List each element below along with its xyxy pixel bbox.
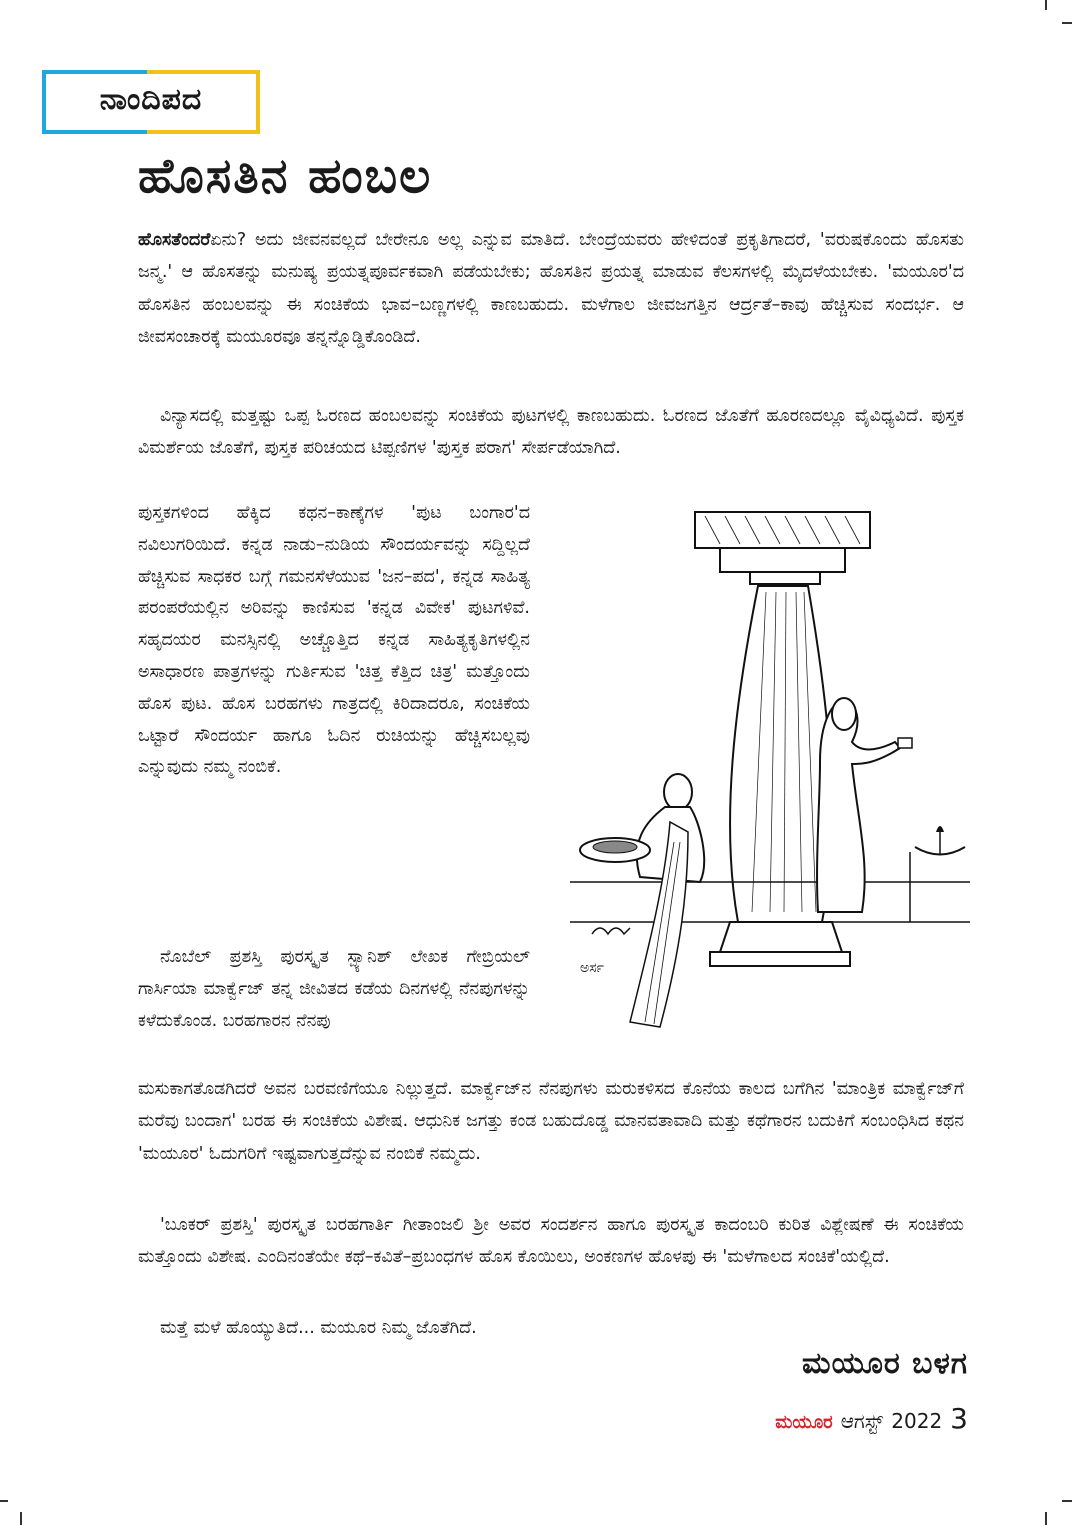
paragraph-3: ಪುಸ್ತಕಗಳಿಂದ ಹೆಕ್ಕಿದ ಕಥನ–ಕಾಣ್ಕೆಗಳ 'ಪುಟ ಬಂಗಾರ'ದ ನವಿಲುಗರಿಯಿದೆ. ಕನ್ನಡ ನಾಡು–ನುಡಿಯ ಸೌಂದರ್ಯವನ್ನು ಸದ್ದಿಲ್ಲದೆ ಹೆಚ್ಚಿಸುವ ಸಾಧಕರ ಬಗ್ಗೆ ಗಮನಸೆಳೆಯುವ 'ಜನ–ಪದ', ಕನ್ನಡ ಸಾಹಿತ್ಯ ಪರಂಪರೆಯಲ್ಲಿನ ಅರಿವನ್ನು ಕಾಣಿಸುವ 'ಕನ್ನಡ ವಿವೇಕ' ಪುಟಗಳಿವೆ. ಸಹೃದಯರ ಮನಸ್ಸಿನಲ್ಲಿ ಅಚ್ಚೊತ್ತಿದ ಕನ್ನಡ ಸಾಹಿತ್ಯಕೃತಿಗಳಲ್ಲಿನ ಅಸಾಧಾರಣ ಪಾತ್ರಗಳನ್ನು ಗುರ್ತಿಸುವ 'ಚಿತ್ತ ಕೆತ್ತಿದ ಚಿತ್ರ' ಮತ್ತೊಂದು ಹೊಸ ಪುಟ. ಹೊಸ ಬರಹಗಳು ಗಾತ್ರದಲ್ಲಿ ಕಿರಿದಾದರೂ, ಸಂಚಿಕೆಯ ಒಟ್ಟಾರೆ ಸೌಂದರ್ಯ ಹಾಗೂ ಓದಿನ ರುಚಿಯನ್ನು ಹೆಚ್ಚಿಸಬಲ್ಲವು ಎನ್ನುವುದು ನಮ್ಮ ನಂಬಿಕೆ. [138, 503, 530, 778]
footer-year: 2022 [891, 1409, 943, 1433]
crop-mark [1062, 1500, 1072, 1502]
pillar-illustration [570, 502, 970, 1042]
crop-mark [20, 1512, 22, 1525]
crop-mark [0, 1500, 8, 1502]
section-tag [42, 70, 260, 134]
article-title: ಹೊಸತಿನ ಹಂಬಲ [138, 148, 433, 204]
paragraph-4-full: ಮಸುಕಾಗತೊಡಗಿದರೆ ಅವನ ಬರವಣಿಗೆಯೂ ನಿಲ್ಲುತ್ತದೆ. ಮಾರ್ಕ್ವೆಜ್‌ನ ನೆನಪುಗಳು ಮರುಕಳಿಸದ ಕೊನೆಯ ಕಾಲದ ಬಗೆಗಿನ 'ಮಾಂತ್ರಿಕ ಮಾರ್ಕ್ವೆಜ್‌ಗೆ ಮರೆವು ಬಂದಾಗ' ಬರಹ ಈ ಸಂಚಿಕೆಯ ವಿಶೇಷ. ಆಧುನಿಕ ಜಗತ್ತು ಕಂಡ ಬಹುದೊಡ್ಡ ಮಾನವತಾವಾದಿ ಮತ್ತು ಕಥೆಗಾರನ ಬದುಕಿಗೆ ಸಂಬಂಧಿಸಿದ ಕಥನ 'ಮಯೂರ' ಓದುಗರಿಗೆ ಇಷ್ಟವಾಗುತ್ತದೆನ್ನುವ ನಂಬಿಕೆ ನಮ್ಮದು. [138, 1079, 964, 1164]
footer-month: ಆಗಸ್ಟ್ [840, 1409, 884, 1433]
artist-signature: ಅರ್ಸ [580, 960, 604, 976]
paragraph-6: ಮತ್ತೆ ಮಳೆ ಹೊಯ್ಯುತಿದೆ... ಮಯೂರ ನಿಮ್ಮ ಜೊತೆಗಿದೆ. [160, 1318, 477, 1338]
footer-brand: ಮಯೂರ [775, 1412, 833, 1433]
page-footer [775, 1402, 968, 1435]
paragraph-4-left: ನೊಬೆಲ್ ಪ್ರಶಸ್ತಿ ಪುರಸ್ಕೃತ ಸ್ಪ್ಯಾನಿಶ್ ಲೇಖಕ ಗೇಬ್ರಿಯಲ್ ಗಾರ್ಸಿಯಾ ಮಾರ್ಕ್ವೆಜ್ ತನ್ನ ಜೀವಿತದ ಕಡೆಯ ದಿನಗಳಲ್ಲಿ ನೆನಪುಗಳನ್ನು ಕಳೆದುಕೊಂಡ. ಬರಹಗಾರನ ನೆನಪು [138, 947, 530, 1031]
page-number: 3 [950, 1402, 968, 1435]
crop-mark [1045, 0, 1047, 10]
signature: ಮಯೂರ ಬಳಗ [802, 1346, 968, 1381]
crop-mark [1045, 1512, 1047, 1525]
section-label: ನಾಂದಿಪದ [99, 82, 203, 117]
paragraph-2: ವಿನ್ಯಾಸದಲ್ಲಿ ಮತ್ತಷ್ಟು ಒಪ್ಪ ಓರಣದ ಹಂಬಲವನ್ನು ಸಂಚಿಕೆಯ ಪುಟಗಳಲ್ಲಿ ಕಾಣಬಹುದು. ಓರಣದ ಜೊತೆಗೆ ಹೂರಣದಲ್ಲೂ ವೈವಿಧ್ಯವಿದೆ. ಪುಸ್ತಕ ವಿಮರ್ಶೆಯ ಜೊತೆಗೆ, ಪುಸ್ತಕ ಪರಿಚಯದ ಟಿಪ್ಪಣಿಗಳ 'ಪುಸ್ತಕ ಪರಾಗ' ಸೇರ್ಪಡೆಯಾಗಿದೆ. [138, 406, 964, 459]
crop-mark [1062, 22, 1072, 24]
paragraph-5: 'ಬೂಕರ್ ಪ್ರಶಸ್ತಿ' ಪುರಸ್ಕೃತ ಬರಹಗಾರ್ತಿ ಗೀತಾಂಜಲಿ ಶ್ರೀ ಅವರ ಸಂದರ್ಶನ ಹಾಗೂ ಪುರಸ್ಕೃತ ಕಾದಂಬರಿ ಕುರಿತ ವಿಶ್ಲೇಷಣೆ ಈ ಸಂಚಿಕೆಯ ಮತ್ತೊಂದು ವಿಶೇಷ. ಎಂದಿನಂತೆಯೇ ಕಥೆ–ಕವಿತೆ–ಪ್ರಬಂಧಗಳ ಹೊಸ ಕೊಯಿಲು, ಅಂಕಣಗಳ ಹೊಳಪು ಈ 'ಮಳೆಗಾಲದ ಸಂಚಿಕೆ'ಯಲ್ಲಿದೆ. [138, 1215, 964, 1268]
paragraph-1-text: ಏನು? ಅದು ಜೀವನವಲ್ಲದೆ ಬೇರೇನೂ ಅಲ್ಲ ಎನ್ನುವ ಮಾತಿದೆ. ಬೇಂದ್ರೆಯವರು ಹೇಳಿದಂತೆ ಪ್ರಕೃತಿಗಾದರೆ, 'ವರುಷಕೊಂದು ಹೊಸತು ಜನ್ಮ.' ಆ ಹೊಸತನ್ನು ಮನುಷ್ಯ ಪ್ರಯತ್ನಪೂರ್ವಕವಾಗಿ ಪಡೆಯಬೇಕು; ಹೊಸತಿನ ಪ್ರಯತ್ನ ಮಾಡುವ ಕೆಲಸಗಳಲ್ಲಿ ಮೈದಳೆಯಬೇಕು. 'ಮಯೂರ'ದ ಹೊಸತಿನ ಹಂಬಲವನ್ನು ಈ ಸಂಚಿಕೆಯ ಭಾವ–ಬಣ್ಣಗಳಲ್ಲಿ ಕಾಣಬಹುದು. ಮಳೆಗಾಲ ಜೀವಜಗತ್ತಿನ ಆರ್ದ್ರತೆ–ಕಾವು ಹೆಚ್ಚಿಸುವ ಸಂದರ್ಭ. ಆ ಜೀವಸಂಚಾರಕ್ಕೆ ಮಯೂರವೂ ತನ್ನನ್ನೊಡ್ಡಿಕೊಂಡಿದೆ. [138, 230, 964, 348]
paragraph-1 [138, 224, 964, 354]
paragraph-lead-word: ಹೊಸತೆಂದರೆ [138, 230, 211, 250]
